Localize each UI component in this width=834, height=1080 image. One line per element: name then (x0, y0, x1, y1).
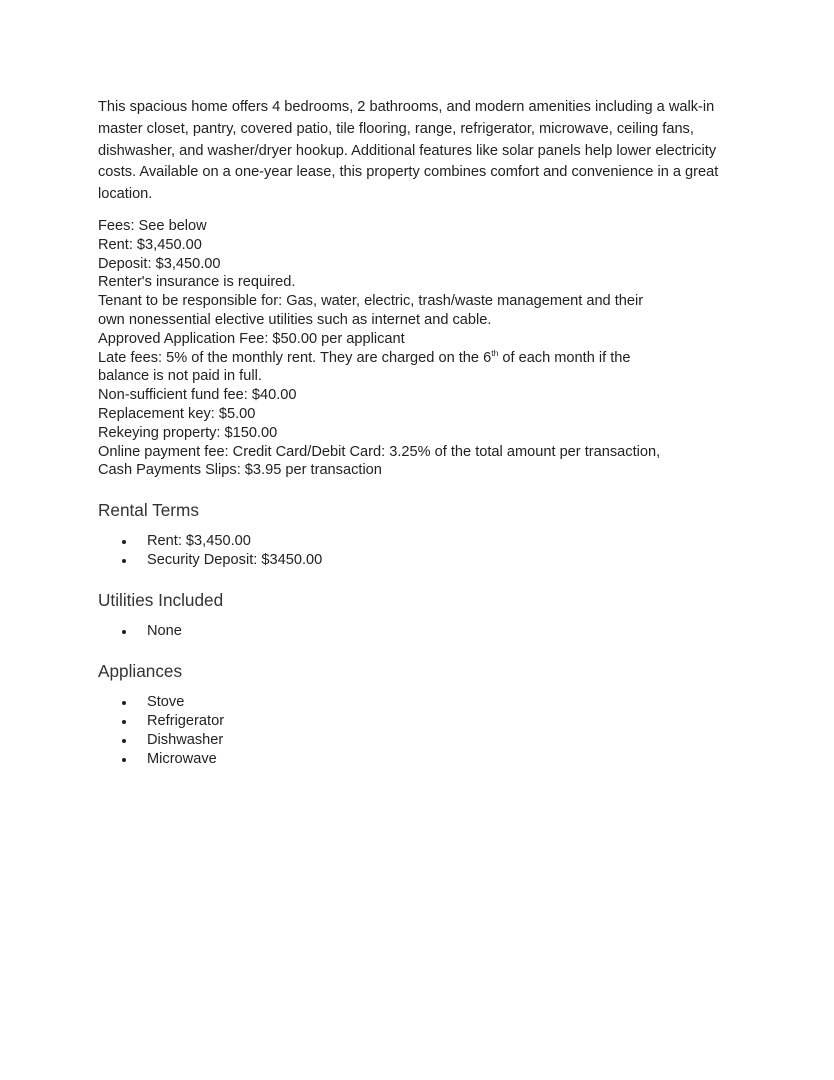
bullet-icon (122, 559, 126, 563)
list-item (98, 551, 738, 570)
late-fees-line-2: balance is not paid in full. (98, 368, 262, 385)
insurance-line: Renter's insurance is required. (98, 274, 296, 291)
list-item (98, 532, 738, 551)
rental-terms-heading: Rental Terms (98, 500, 199, 521)
property-description: This spacious home offers 4 bedrooms, 2 bathrooms, and modern amenities including a walk-in master closet, pantry, covered patio, tile flooring, range, refrigerator, microwave, ceiling fans, dishwasher, and washer/dryer hookup. Additional features like solar panels help lower electricity costs. Available on a one-year lease, this property combines comfort and convenience in a great location. (98, 99, 719, 203)
bullet-icon (122, 701, 126, 705)
list-item-text: Microwave (147, 751, 217, 768)
online-payment-line-2: Cash Payments Slips: $3.95 per transaction (98, 462, 382, 479)
online-payment-line-1: Online payment fee: Credit Card/Debit Card: 3.25% of the total amount per transaction, (98, 443, 661, 460)
list-item (98, 750, 738, 769)
bullet-icon (122, 739, 126, 743)
list-item (98, 731, 738, 750)
late-fees-line-1 (98, 349, 738, 368)
bullet-icon (122, 720, 126, 724)
rent-line: Rent: $3,450.00 (98, 236, 202, 253)
ordinal-suffix: th (491, 347, 499, 358)
rekeying-line: Rekeying property: $150.00 (98, 424, 278, 441)
document-page (98, 97, 738, 769)
list-item-text: Refrigerator (147, 713, 225, 730)
list-item-text: Stove (147, 694, 185, 711)
utilities-list (98, 622, 738, 641)
list-item (98, 693, 738, 712)
list-item (98, 712, 738, 731)
late-fees-text-b: of each month if the (498, 349, 631, 366)
list-item-text: Dishwasher (147, 732, 224, 749)
list-item-text: None (147, 623, 182, 640)
appliances-list (98, 693, 738, 769)
fees-block (98, 217, 738, 480)
late-fees-text-a: Late fees: 5% of the monthly rent. They are charged on the 6 (98, 349, 492, 366)
tenant-responsibility-line-2: own nonessential elective utilities such as internet and cable. (98, 311, 492, 328)
replacement-key-line: Replacement key: $5.00 (98, 405, 256, 422)
list-item-text: Security Deposit: $3450.00 (147, 552, 323, 569)
list-item (98, 622, 738, 641)
bullet-icon (122, 540, 126, 544)
bullet-icon (122, 758, 126, 762)
appliances-heading: Appliances (98, 661, 183, 682)
deposit-line: Deposit: $3,450.00 (98, 255, 221, 272)
application-fee-line: Approved Application Fee: $50.00 per applicant (98, 330, 405, 347)
utilities-heading: Utilities Included (98, 590, 224, 611)
fees-note: Fees: See below (98, 217, 207, 234)
tenant-responsibility-line-1: Tenant to be responsible for: Gas, water, electric, trash/waste management and their (98, 293, 644, 310)
list-item-text: Rent: $3,450.00 (147, 533, 251, 550)
bullet-icon (122, 630, 126, 634)
rental-terms-list (98, 532, 738, 570)
nsf-fee-line: Non-sufficient fund fee: $40.00 (98, 387, 297, 404)
